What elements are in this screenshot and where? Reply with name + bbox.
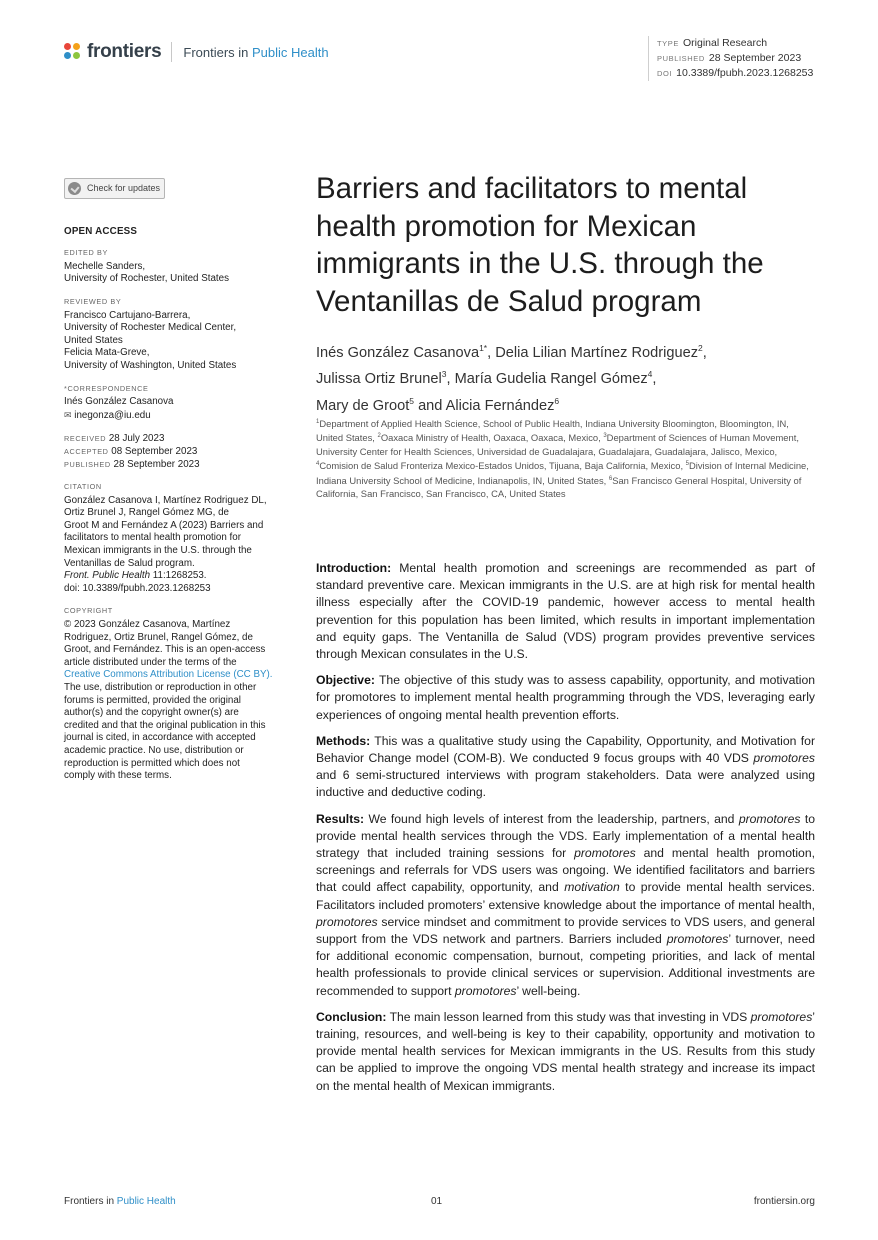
abstract-paragraph: Conclusion: The main lesson learned from this study was that investing in VDS promotores’ training, resources, and well-being is key to their capability, opportunity and motivation to provide mental health services for Mexican immigrants in the US. Results from this study can be applied to improve the ongoing VDS mental health strategy and increase its impact on the mental health of Mexican immigrants.	[316, 1009, 816, 1093]
check-updates-label: Check for updates	[87, 183, 161, 194]
journal-title: Frontiers in Public Health	[183, 44, 329, 60]
reviewed-by-label: REVIEWED BY	[64, 296, 122, 306]
cc-by-license-link[interactable]: Creative Commons Attribution License (CC BY).	[64, 669, 273, 681]
meta-published: PUBLISHED 28 September 2023	[657, 52, 802, 64]
edited-by: Mechelle Sanders, University of Rochester, United States	[64, 260, 229, 285]
meta-doi: DOI 10.3389/fpubh.2023.1268253	[657, 67, 814, 79]
author[interactable]: María Gudelia Rangel Gómez$^4$	[454, 369, 653, 388]
logo-divider	[171, 42, 172, 62]
correspondence-label: *CORRESPONDENCE	[64, 383, 149, 393]
correspondence: Inés González Casanova ✉ inegonza@iu.edu	[64, 396, 174, 421]
open-access-heading: OPEN ACCESS	[64, 225, 138, 237]
reviewed-by: Francisco Cartujano-Barrera, University of Rochester Medical Center, United States Felicia Mata-Greve, University of Washington, United States	[64, 309, 237, 371]
article-dates: RECEIVED 28 July 2023 ACCEPTED 08 September 2023 PUBLISHED 28 September 2023	[64, 433, 200, 470]
author[interactable]: Julissa Ortiz Brunel$^3$	[316, 369, 447, 388]
author-list: Inés González Casanova$^{1*}$, Delia Lilian Martínez Rodriguez$^2$, Julissa Ortiz Brunel$^3$, María Gudelia Rangel Gómez$^4$, Mary de Groot$^5$ and Alicia Fernández$^6$	[316, 343, 707, 414]
logo-wordmark: frontiers	[87, 41, 162, 62]
abstract-paragraph: Methods: This was a qualitative study using the Capability, Opportunity, and Motivation for Behavior Change model (COM-B). We conducted 9 focus groups with 40 VDS promotores and 6 semi-structured interviews with program stakeholders. Data were analyzed using inductive and deductive coding.	[316, 733, 815, 800]
frontiers-logo-icon	[64, 43, 82, 61]
abstract-paragraph: Results: We found high levels of interest from the leadership, partners, and promotores to provide mental health services through the VDS. Early implementation of a mental health strategy that included training sessions for promotores and mental health promotion, screenings and referrals for VDS users was ongoing. We identified facilitators and barriers that could affect capability, opportunity, and motivation to provide mental health services. Facilitators included promoters’ extensive knowledge about the importance of mental health, promotores service mindset and commitment to provide services to VDS users, and general support from the VDS network and partners. Barriers included promotores’ turnover, need for additional economic compensation, burnout, competing priorities, and lack of mental health professionals to provide clinical services or supervision. Additional investments are recommended to support promotores’ well-being.	[316, 811, 816, 998]
citation-label: CITATION	[64, 482, 102, 492]
abstract	[316, 560, 815, 1104]
copyright: © 2023 González Casanova, Martínez Rodriguez, Ortiz Brunel, Rangel Gómez, de Groot, and Fernández. This is an open-access article distributed under the terms of the Creative Commons Attribution License (CC BY). The use, distribution or reproduction in other forums is permitted, provided the original author(s) and the copyright owner(s) are credited and that the original publication in this journal is cited, in accordance with accepted academic practice. No use, distribution or reproduction is permitted which does not comply with these terms.	[64, 619, 296, 783]
affiliations: $^1$Department of Applied Health Science, School of Public Health, Indiana University Bloomington, Bloomington, IN, United States, $^2$Oaxaca Ministry of Health, Oaxaca, Oaxaca, Mexico, $^3$Department of Sciences of Human Movement, University Center for Health Sciences, Universidad de Guadalajara, Guadalajara, Guadalajara, Jalisco, Mexico, $^4$Comision de Salud Fronteriza Mexico-Estados Unidos, Tijuana, Baja California, Mexico, $^5$Division of Internal Medicine, Indiana University School of Medicine, Indianapolis, IN, United States, $^6$San Francisco General Hospital, University of California, San Francisco, San Francisco, CA, United States	[316, 418, 809, 499]
footer-site-link[interactable]: frontiersin.org	[753, 1196, 815, 1207]
copyright-label: COPYRIGHT	[64, 606, 113, 616]
abstract-paragraph: Introduction: Mental health promotion and screenings are recommended as part of standard preventive care. Mexican immigrants in the U.S. are at high risk for mental health illness especially after the COVID-19 pandemic, however access to mental health prevention for this population has been limited, which results in important implementation and equity gaps. The Ventanilla de Salud (VDS) program provides preventive services through Mexican consulates in the U.S.	[316, 561, 815, 662]
footer-journal: Frontiers in Public Health	[64, 1196, 176, 1207]
author[interactable]: Alicia Fernández$^6$	[445, 395, 560, 414]
author[interactable]: Delia Lilian Martínez Rodriguez$^2$	[495, 343, 703, 361]
abstract-section-heading: Introduction:	[316, 561, 392, 575]
meta-type: TYPE Original Research	[657, 37, 768, 49]
edited-by-label: EDITED BY	[64, 248, 108, 258]
abstract-section-heading: Conclusion:	[316, 1009, 387, 1024]
abstract-section-heading: Objective:	[316, 673, 375, 688]
page-number: 01	[431, 1196, 443, 1207]
citation: González Casanova I, Martínez Rodriguez DL, Ortiz Brunel J, Rangel Gómez MG, de Groot M and Fernández A (2023) Barriers and facilitators to mental health promotion for Mexican immigrants in the U.S. through the Ventanillas de Salud program. Front. Public Health 11:1268253. doi: 10.3389/fpubh.2023.1268253	[64, 494, 267, 594]
abstract-section-heading: Methods:	[316, 733, 371, 748]
sidebar	[64, 178, 296, 783]
abstract-paragraph: Objective: The objective of this study was to assess capability, opportunity, and motivation for promotores to implement mental health programming through the VDS, leveraging early experiences of ongoing mental health prevention efforts.	[316, 673, 815, 722]
article-meta	[648, 36, 813, 81]
envelope-icon: ✉	[64, 409, 72, 420]
check-for-updates-button[interactable]	[64, 178, 165, 199]
correspondence-email[interactable]: inegonza@iu.edu	[74, 409, 151, 421]
author[interactable]: Mary de Groot$^5$	[316, 395, 415, 414]
author[interactable]: Inés González Casanova$^{1*}$	[316, 343, 488, 361]
frontiers-logo[interactable]	[64, 40, 329, 64]
abstract-section-heading: Results:	[316, 811, 365, 826]
article-title: Barriers and facilitators to mental health promotion for Mexican immigrants in the U.S. through the Ventanillas de Salud program	[316, 172, 764, 318]
check-updates-icon	[68, 182, 81, 195]
